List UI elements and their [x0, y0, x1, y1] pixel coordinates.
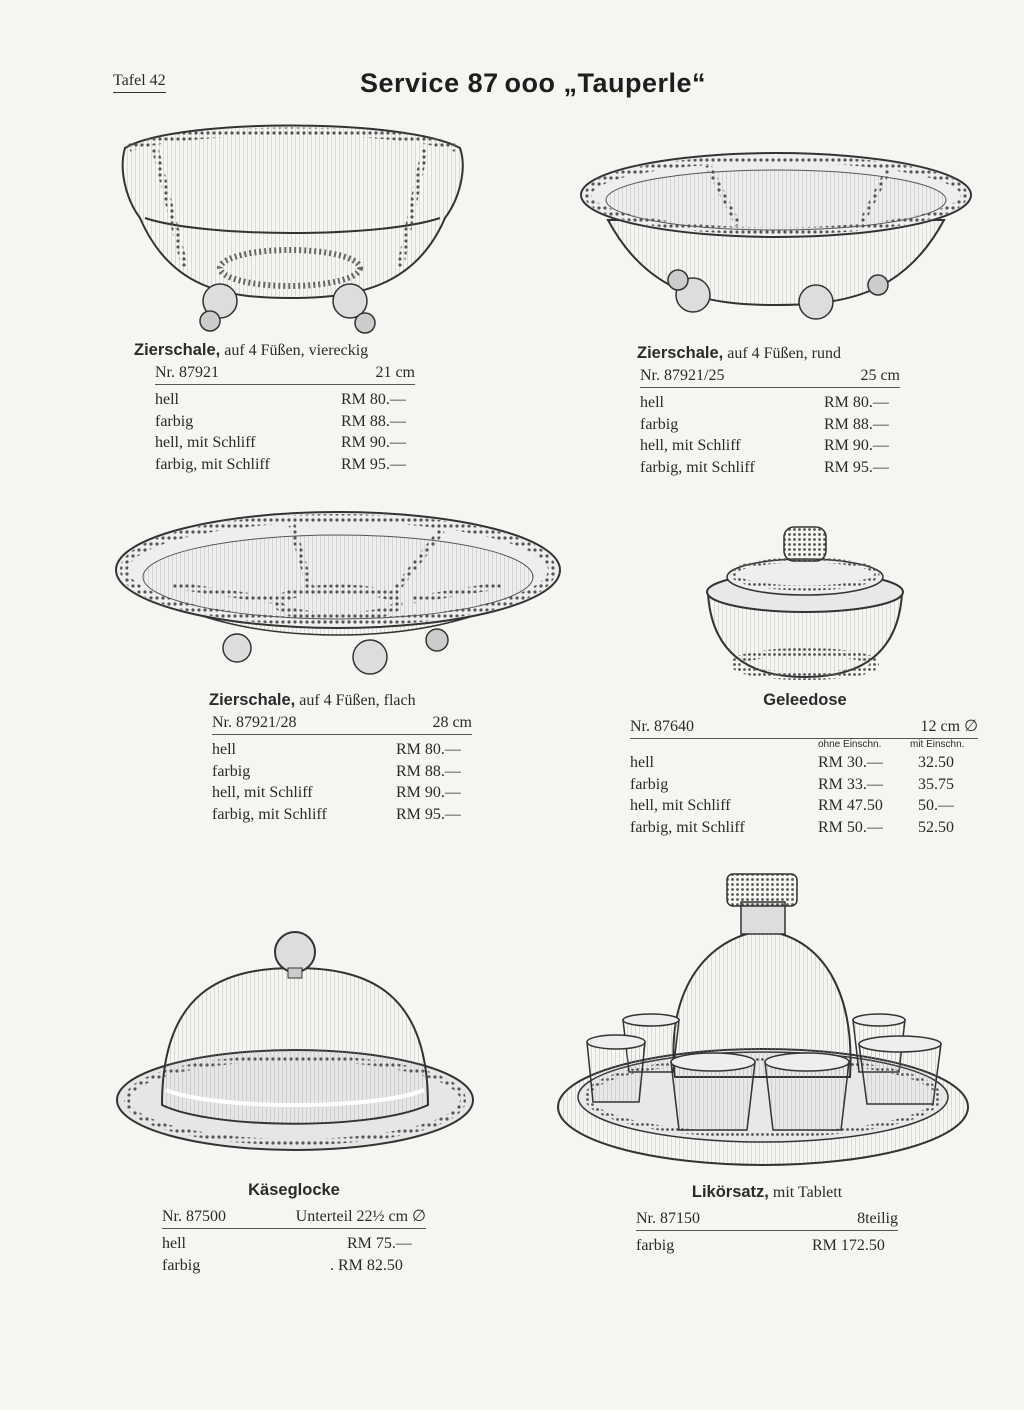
price-label: farbig, mit Schliff — [212, 805, 327, 823]
price-value-with-cut: 52.50 — [918, 818, 954, 836]
price-row — [155, 411, 415, 433]
item-number-row — [155, 362, 415, 386]
item-size: Unterteil 22½ cm ∅ — [295, 1207, 426, 1225]
price-label: farbig — [162, 1256, 201, 1274]
price-value: . RM 82.50 — [330, 1256, 403, 1274]
item-name: Geleedose — [763, 691, 847, 709]
column-header-without-cut: ohne Einschn. — [818, 739, 882, 750]
price-value: RM 80.— — [341, 391, 406, 408]
item-heading — [134, 340, 434, 362]
price-row — [162, 1255, 426, 1277]
item-round-bowl — [637, 343, 907, 478]
column-header-with-cut: mit Einschn. — [910, 739, 965, 750]
price-value: RM 90.— — [824, 437, 889, 454]
item-size: 8teilig — [857, 1209, 898, 1227]
price-value: RM 88.— — [396, 762, 461, 780]
item-number: Nr. 87150 — [636, 1209, 700, 1227]
price-value: RM 75.— — [347, 1235, 412, 1252]
price-label: farbig — [630, 775, 669, 793]
flat-bowl-illustration — [112, 505, 564, 680]
item-description: auf 4 Füßen, viereckig — [220, 342, 369, 359]
price-row — [640, 457, 900, 479]
item-heading — [636, 1182, 898, 1204]
price-row — [630, 774, 980, 796]
price-value: RM 88.— — [824, 415, 889, 433]
price-label: hell — [212, 741, 236, 758]
price-value: RM 33.— — [818, 775, 883, 793]
price-value: RM 50.— — [818, 818, 883, 836]
item-name: Zierschale, — [637, 344, 724, 362]
price-label: hell — [155, 391, 179, 408]
price-label: farbig, mit Schliff — [155, 455, 270, 473]
item-description: auf 4 Füßen, rund — [723, 345, 841, 362]
plate-number: Tafel 42 — [113, 72, 166, 93]
price-value: RM 90.— — [341, 434, 406, 451]
price-label: farbig — [155, 412, 194, 430]
price-value: RM 172.50 — [812, 1237, 885, 1254]
price-label: hell, mit Schliff — [212, 784, 313, 801]
item-heading — [209, 690, 479, 712]
liqueur-set-illustration — [555, 872, 971, 1172]
item-number: Nr. 87921/25 — [640, 366, 725, 384]
item-name: Zierschale, — [134, 341, 221, 359]
item-number-row — [212, 712, 472, 736]
round-bowl-illustration — [578, 145, 974, 340]
price-row — [155, 432, 415, 454]
item-name: Käseglocke — [248, 1181, 340, 1199]
item-number: Nr. 87640 — [630, 717, 694, 735]
price-label: hell, mit Schliff — [155, 434, 256, 451]
price-value: RM 80.— — [824, 394, 889, 411]
price-value: RM 90.— — [396, 784, 461, 801]
price-column-headers — [630, 739, 980, 752]
item-size: 12 cm ∅ — [920, 717, 978, 735]
price-label: farbig — [212, 762, 251, 780]
item-description: mit Tablett — [768, 1184, 843, 1201]
price-row — [155, 454, 415, 476]
price-row — [162, 1233, 426, 1255]
price-row — [155, 389, 415, 411]
price-value-with-cut: 32.50 — [918, 754, 954, 771]
price-row — [640, 392, 900, 414]
item-name: Likörsatz, — [691, 1183, 769, 1201]
price-label: hell — [640, 394, 664, 411]
price-row — [212, 804, 472, 826]
price-row — [636, 1235, 898, 1257]
price-row — [630, 752, 980, 774]
item-number: Nr. 87921 — [155, 363, 219, 381]
item-cheese-dome — [162, 1180, 426, 1276]
price-label: hell, mit Schliff — [640, 437, 741, 454]
item-number-row — [630, 716, 978, 740]
square-bowl-illustration — [115, 118, 470, 340]
item-size: 25 cm — [860, 366, 900, 384]
price-value-with-cut: 35.75 — [918, 775, 954, 793]
price-row — [630, 795, 980, 817]
item-name: Zierschale, — [209, 691, 296, 709]
item-heading — [630, 690, 980, 712]
price-label: hell — [630, 754, 654, 771]
item-size: 21 cm — [375, 363, 415, 381]
jelly-jar-illustration — [702, 522, 908, 682]
price-value: RM 95.— — [824, 458, 889, 476]
price-row — [212, 739, 472, 761]
price-value: RM 80.— — [396, 741, 461, 758]
item-number: Nr. 87921/28 — [212, 713, 297, 731]
item-number-row — [636, 1208, 898, 1232]
price-value: RM 95.— — [396, 805, 461, 823]
item-jelly-jar — [630, 690, 980, 838]
price-label: farbig, mit Schliff — [640, 458, 755, 476]
price-row — [212, 761, 472, 783]
cheese-dome-illustration — [114, 930, 476, 1162]
item-heading — [637, 343, 907, 365]
item-description: auf 4 Füßen, flach — [295, 692, 416, 709]
price-value-with-cut: 50.— — [918, 797, 954, 814]
price-label: farbig, mit Schliff — [630, 818, 745, 836]
price-value: RM 30.— — [818, 754, 883, 771]
item-number-row — [162, 1206, 426, 1230]
item-number: Nr. 87500 — [162, 1207, 226, 1225]
price-row — [630, 817, 980, 839]
price-label: farbig — [640, 415, 679, 433]
price-row — [212, 782, 472, 804]
item-heading — [162, 1180, 426, 1202]
price-value: RM 47.50 — [818, 797, 883, 814]
item-square-bowl — [134, 340, 434, 475]
page-title: Service 87 ooo „Tauperle“ — [360, 68, 707, 98]
price-label: farbig — [636, 1237, 675, 1254]
price-value: RM 95.— — [341, 455, 406, 473]
item-size: 28 cm — [432, 713, 472, 731]
price-label: hell, mit Schliff — [630, 797, 731, 814]
item-flat-bowl — [209, 690, 479, 825]
price-value: RM 88.— — [341, 412, 406, 430]
item-number-row — [640, 365, 900, 389]
price-row — [640, 435, 900, 457]
item-liqueur-set — [636, 1182, 898, 1257]
price-label: hell — [162, 1235, 186, 1252]
price-row — [640, 414, 900, 436]
